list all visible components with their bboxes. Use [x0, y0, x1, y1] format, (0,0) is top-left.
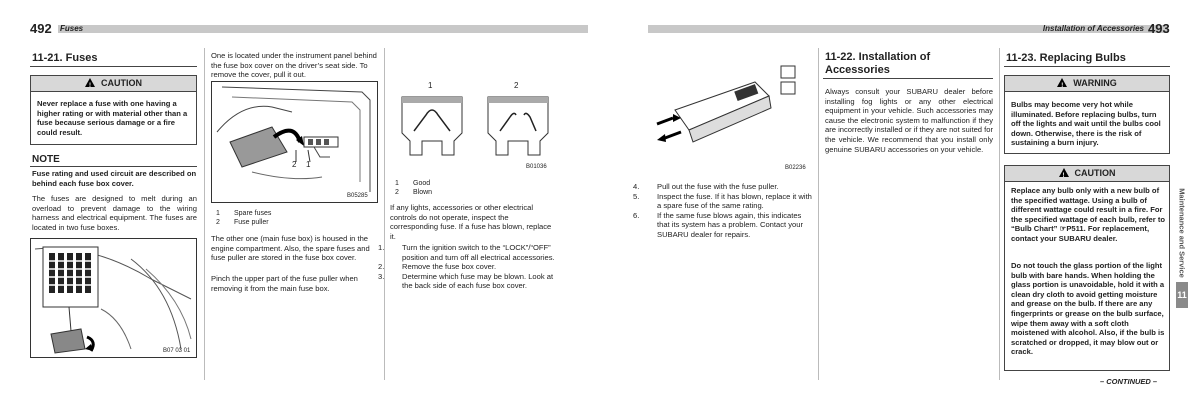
steps-list-continued [633, 182, 813, 240]
warning-triangle-icon [1059, 168, 1069, 177]
warning-text: Bulbs may become very hot while illuminated. Before replacing bulbs, turn off the lights and wait until the bulbs cool down. Otherwise, there is the risk of sustaining a burn injury. [1011, 100, 1161, 148]
dashboard-illustration [31, 239, 196, 357]
fuse-box-illustration [212, 82, 377, 202]
legend-item: 2 Fuse puller [216, 219, 269, 226]
warning-triangle-icon [1057, 78, 1067, 87]
figure-label: 1 [428, 81, 433, 90]
figure-callout: 2 [292, 160, 297, 169]
step-item: 2. Remove the fuse box cover. [378, 262, 497, 272]
figure-code: B05285 [347, 193, 368, 199]
header-bar [58, 25, 588, 33]
column-divider [818, 48, 819, 380]
fuses-intro-paragraph: The fuses are designed to melt during an overload to prevent damage to the wiring harness and electrical equipment. The fuses are located in two fuse boxes. [32, 194, 197, 232]
figure-callout: 1 [306, 160, 311, 169]
caution-text: Never replace a fuse with one having a higher rating or with material other than a fuse because serious damage or a fire could result. [37, 99, 188, 137]
legend-item: 1 Spare fuses [216, 210, 272, 217]
header-title-right: Installation of Accessories [1042, 24, 1144, 33]
column-divider [204, 48, 205, 380]
page-number-right: 493 [1148, 21, 1170, 36]
section-rule [823, 78, 993, 79]
step-item: 4. Pull out the fuse with the fuse puller. [633, 182, 779, 191]
column-divider [384, 48, 385, 380]
figure-fuse-good-blown [390, 75, 558, 173]
figure-legend [395, 179, 432, 197]
header-title-left: Fuses [60, 24, 84, 33]
step-item: 5. Inspect the fuse. If it has blown, replace it with a spare fuse of the same rating. [633, 191, 812, 211]
steps-list [378, 243, 558, 291]
column-divider [999, 48, 1000, 380]
caution-box-bulbs [1004, 165, 1170, 371]
caution-text-1: Replace any bulb only with a new bulb of the specified wattage. Using a bulb of different wattage could result in a fire. For the specified wattage of each bulb, refer to “Bulb Chart” ☞P511. For replacement, contact your SUBARU dealer. [1011, 186, 1166, 243]
col2-paragraph-3: Pinch the upper part of the fuse puller when removing it from the main fuse box. [211, 274, 358, 293]
step-item: 1. Turn the ignition switch to the “LOCK”/“OFF” position and turn off all electrical accessories. [378, 243, 555, 262]
warning-box [1004, 75, 1170, 154]
caution-text-2: Do not touch the glass portion of the light bulb with bare hands. When holding the glass portion is unavoidable, hold it with a clean dry cloth to avoid getting moisture and grease on the bulb. If there are any fingerprints or grease on the bulb surface, wipe them away with a soft cloth moistened with alcohol. Also, if the bulb is scratched or dropped, it may blow out or crack. [1011, 261, 1165, 357]
caution-box [30, 75, 197, 145]
caution-header: !CAUTION [31, 76, 196, 92]
legend-item: 2 Blown [395, 189, 433, 196]
step-item: 3. Determine which fuse may be blown. Look at the back side of each fuse box cover. [378, 271, 554, 291]
note-text: Fuse rating and used circuit are described on behind each fuse box cover. [32, 169, 197, 188]
figure-fuse-puller [645, 52, 813, 174]
col2-paragraph-2: The other one (main fuse box) is housed in the engine compartment. Also, the spare fuses and fuse puller are stored in the fuse box cover. [211, 234, 370, 263]
section-title-fuses: 11-21. Fuses [32, 52, 98, 64]
section-title-bulbs: 11-23. Replacing Bulbs [1006, 52, 1126, 64]
chapter-side-title: Maintenance and Service [1177, 187, 1187, 278]
col3-paragraph: If any lights, accessories or other electrical controls do not operate, inspect the corresponding fuse. If a fuse has blown, replace it. [390, 203, 552, 241]
continued-label: – CONTINUED – [1100, 377, 1158, 386]
warning-header: !WARNING [1005, 76, 1169, 92]
note-rule [30, 166, 197, 167]
installation-paragraph: Always consult your SUBARU dealer before installing fog lights or any other electrical equipment in your vehicle. Such accessories may cause the electronic system to malfunction if they are incorrectly installed or if they are not suited for the vehicle. We recommend that you install only genuine SUBARU accessories on your vehicle. [825, 87, 993, 154]
section-rule [1004, 66, 1170, 67]
figure-fuse-box-location [30, 238, 197, 358]
warning-triangle-icon [85, 78, 95, 87]
figure-code: B02236 [785, 165, 806, 171]
section-title-installation: 11-22. Installation of Accessories [825, 51, 931, 76]
figure-code: B01036 [526, 164, 547, 170]
figure-fuse-box-cover [211, 81, 378, 203]
figure-code: B07 03 01 [163, 348, 191, 354]
legend-item: 1 Good [395, 180, 431, 187]
fuse-comparison-illustration [390, 75, 558, 173]
step-item: 6. If the same fuse blows again, this indicates that its system has a problem. Contact your SUBARU dealer for repairs. [633, 210, 804, 239]
figure-legend [216, 209, 271, 227]
page-number-left: 492 [30, 21, 52, 36]
section-rule [30, 66, 197, 67]
note-title: NOTE [32, 154, 60, 165]
chapter-tab: 11 [1176, 282, 1188, 308]
caution-header: !CAUTION [1005, 166, 1169, 182]
col2-paragraph-1: One is located under the instrument panel behind the fuse box cover on the driver’s seat side. To remove the cover, pull it out. [211, 51, 377, 80]
figure-label: 2 [514, 81, 519, 90]
fuse-puller-illustration [645, 52, 813, 174]
